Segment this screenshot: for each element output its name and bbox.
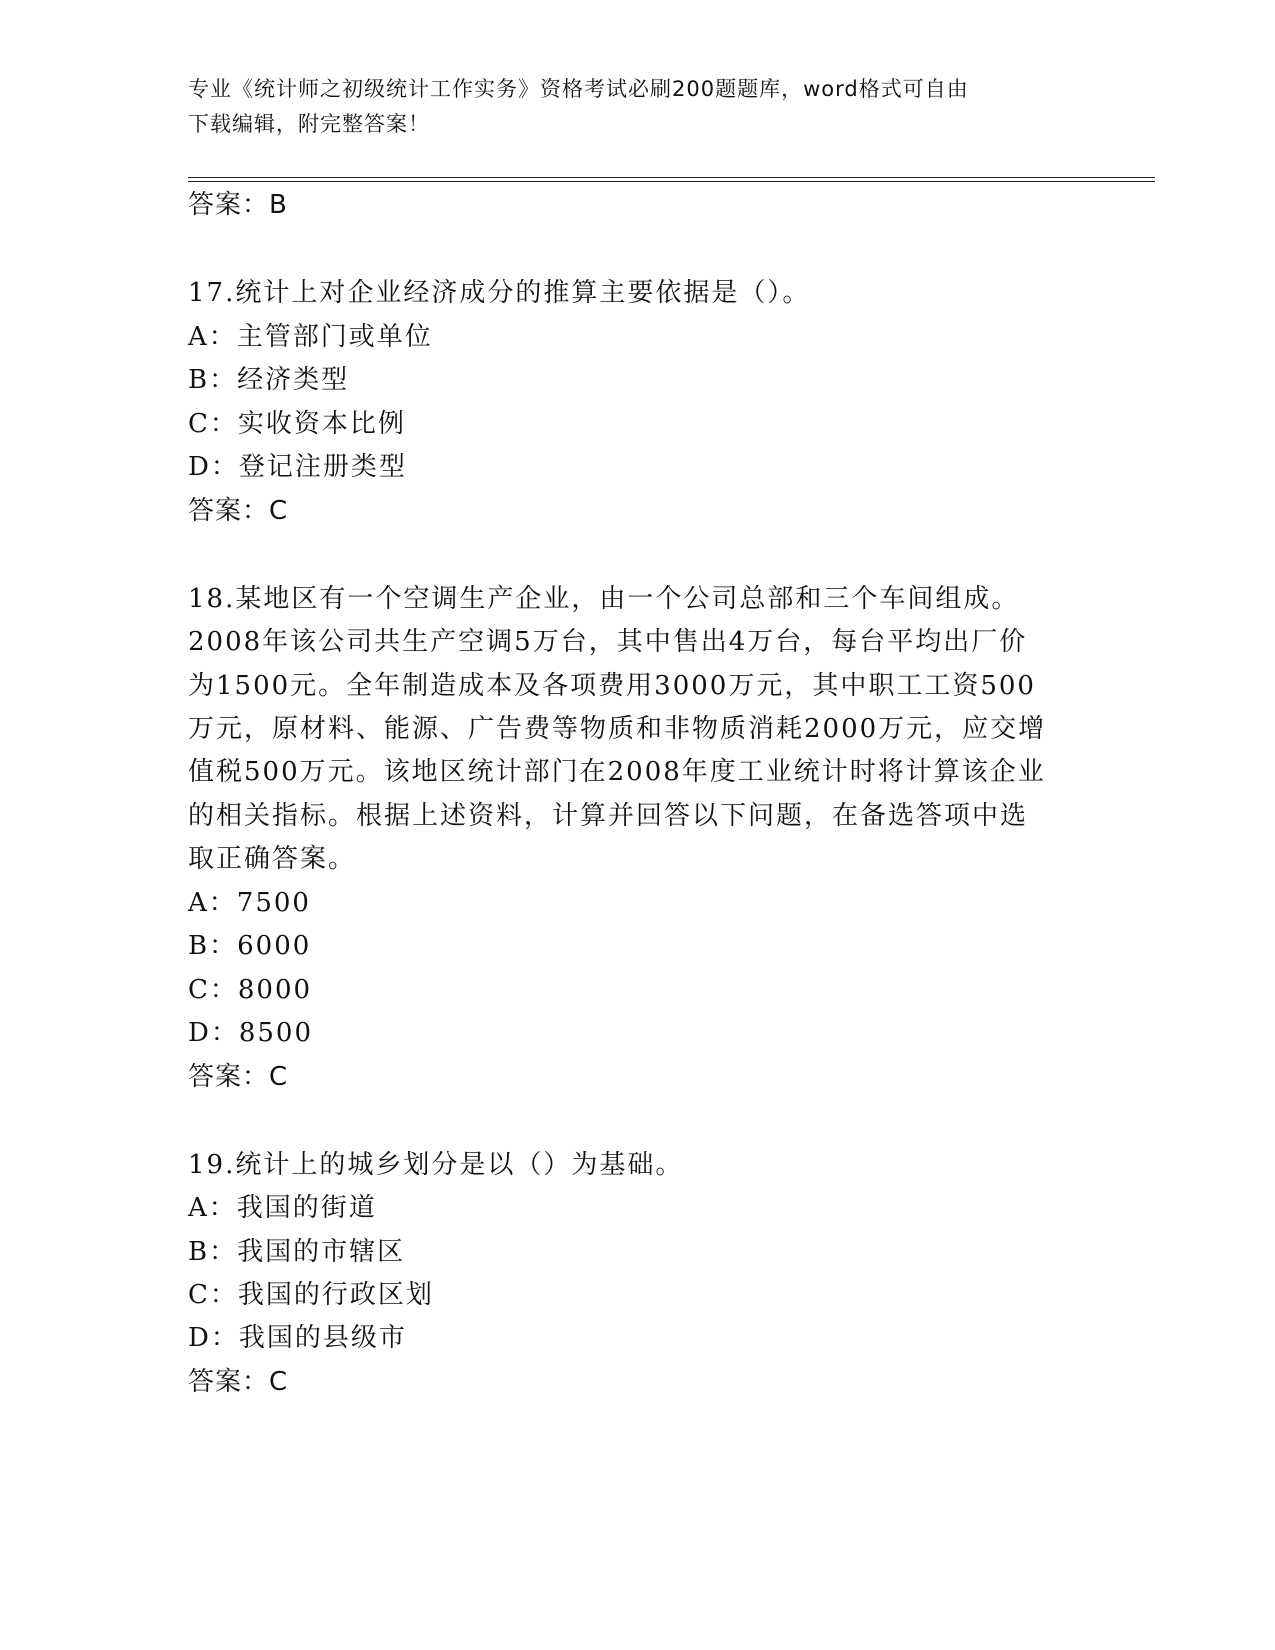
- question-17-answer: 答案：C: [188, 496, 289, 526]
- question-18-stem-line: 2008年该公司共生产空调5万台，其中售出4万台，每台平均出厂价: [188, 627, 1028, 657]
- question-17-option-d: D：登记注册类型: [188, 452, 407, 482]
- question-19-answer: 答案：C: [188, 1367, 289, 1397]
- header-line-1: 专业《统计师之初级统计工作实务》资格考试必刷200题题库，word格式可自由: [188, 77, 969, 101]
- question-18-option-c: C：8000: [188, 975, 313, 1005]
- question-18-stem-line: 18.某地区有一个空调生产企业，由一个公司总部和三个车间组成。: [188, 584, 1020, 614]
- header-rule-bottom: [188, 181, 1155, 182]
- question-18-answer: 答案：C: [188, 1062, 289, 1092]
- header-line-2: 下载编辑，附完整答案！: [188, 112, 430, 136]
- question-18-stem-line: 取正确答案。: [188, 844, 357, 874]
- question-18-option-a: A：7500: [188, 888, 311, 918]
- document-header: [188, 72, 1068, 142]
- question-18-option-b: B：6000: [188, 931, 312, 961]
- question-19-option-b: B：我国的市辖区: [188, 1237, 406, 1267]
- question-19-option-a: A：我国的街道: [188, 1193, 377, 1223]
- question-17-stem: 17.统计上对企业经济成分的推算主要依据是（）。: [188, 278, 811, 308]
- question-18-stem-line: 为1500元。全年制造成本及各项费用3000万元，其中职工工资500: [188, 671, 1036, 701]
- question-19-option-d: D：我国的县级市: [188, 1323, 407, 1353]
- question-18-stem-line: 的相关指标。根据上述资料，计算并回答以下问题，在备选答项中选: [188, 801, 1029, 831]
- question-18-stem-line: 万元，原材料、能源、广告费等物质和非物质消耗2000万元，应交增: [188, 714, 1047, 744]
- question-19-stem: 19.统计上的城乡划分是以（）为基础。: [188, 1150, 684, 1180]
- previous-answer: 答案：B: [188, 190, 288, 220]
- header-rule-top: [188, 177, 1155, 178]
- question-18-stem-line: 值税500万元。该地区统计部门在2008年度工业统计时将计算该企业: [188, 757, 1046, 787]
- question-17-option-a: A：主管部门或单位: [188, 322, 433, 352]
- question-18-option-d: D：8500: [188, 1018, 314, 1048]
- question-19-option-c: C：我国的行政区划: [188, 1280, 434, 1310]
- question-17-option-b: B：经济类型: [188, 365, 350, 395]
- question-17-option-c: C：实收资本比例: [188, 409, 406, 439]
